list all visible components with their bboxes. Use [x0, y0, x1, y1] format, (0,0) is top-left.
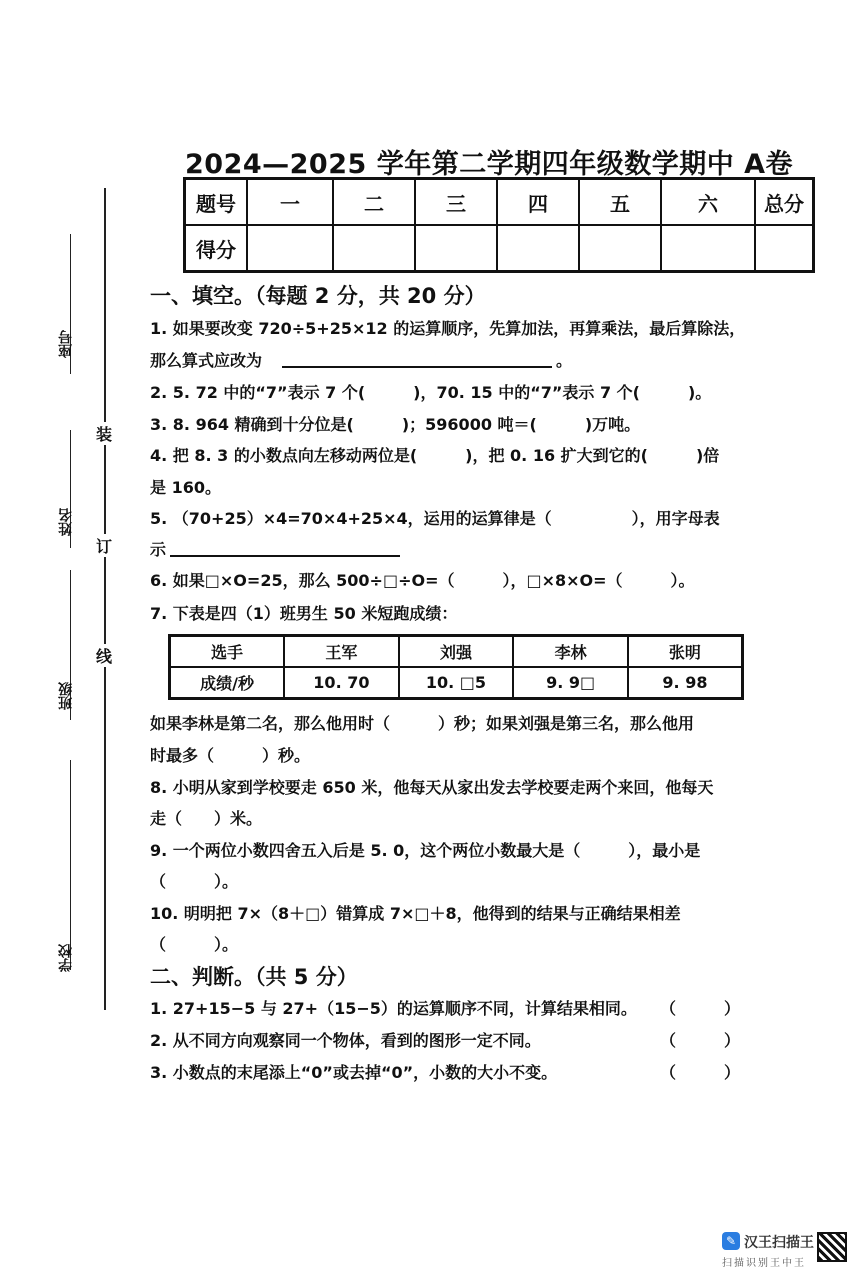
- info-line-school: [70, 760, 71, 970]
- scanner-brand-tagline: 扫描识别王中王: [722, 1258, 806, 1269]
- score-cell[interactable]: [247, 225, 333, 272]
- sprint-result-cell: 9. 9□: [513, 667, 628, 699]
- score-value-row: [185, 225, 814, 272]
- judgement-3-answer[interactable]: （ ）: [660, 1063, 741, 1082]
- score-header-cell: 二: [333, 179, 415, 226]
- question-4-line-1: 4. 把 8. 3 的小数点向左移动两位是( )，把 0. 16 扩大到它的( )倍: [150, 446, 720, 465]
- scanner-brand-name: 汉王扫描王: [744, 1235, 814, 1251]
- score-header-cell: 六: [661, 179, 755, 226]
- score-header-cell: 总分: [755, 179, 814, 226]
- question-7: 7. 下表是四（1）班男生 50 米短跑成绩：: [150, 604, 458, 623]
- name-label: 姓名: [58, 508, 74, 536]
- score-row-label: 得分: [185, 225, 248, 272]
- score-header-cell: 三: [415, 179, 497, 226]
- sprint-header-cell: 李林: [513, 636, 628, 668]
- question-5-line-2: 示: [150, 540, 167, 559]
- question-5-line-1: 5. （70+25）×4=70×4+25×4，运用的运算律是（ ），用字母表: [150, 509, 720, 528]
- question-9-line-2: （ ）。: [150, 872, 239, 891]
- judgement-3: 3. 小数点的末尾添上“0”或去掉“0”，小数的大小不变。: [150, 1063, 558, 1082]
- judgement-1: 1. 27+15−5 与 27+（15−5）的运算顺序不同，计算结果相同。: [150, 999, 637, 1018]
- sprint-result-cell: 10. □5: [399, 667, 514, 699]
- question-10-line-1: 10. 明明把 7×（8＋□）错算成 7×□＋8，他得到的结果与正确结果相差: [150, 904, 681, 923]
- qr-code-icon: [817, 1232, 847, 1262]
- sprint-results-table: [168, 634, 744, 700]
- score-cell[interactable]: [497, 225, 579, 272]
- binding-line: [104, 188, 106, 1010]
- question-8-line-1: 8. 小明从家到学校要走 650 米，他每天从家出发去学校要走两个来回，他每天: [150, 778, 714, 797]
- score-header-cell: 一: [247, 179, 333, 226]
- score-table: [183, 177, 815, 273]
- question-1-end: 。: [556, 351, 573, 370]
- section-2-heading: 二、判断。（共 5 分）: [150, 965, 358, 989]
- section-1-heading: 一、填空。（每题 2 分，共 20 分）: [150, 284, 486, 308]
- sprint-result-cell: 9. 98: [628, 667, 743, 699]
- seat-number-label: 座号: [58, 330, 74, 358]
- question-7-followup-line-2: 时最多（ ）秒。: [150, 746, 311, 765]
- exam-title: 2024—2025 学年第二学期四年级数学期中 A卷: [185, 149, 793, 180]
- question-7-followup-line-1: 如果李林是第二名，那么他用时（ ）秒；如果刘强是第三名，那么他用: [150, 714, 695, 733]
- question-6: 6. 如果□×O=25，那么 500÷□÷O=（ ），□×8×O=（ ）。: [150, 571, 695, 590]
- question-1-answer-line[interactable]: [282, 366, 552, 368]
- score-header-cell: 五: [579, 179, 661, 226]
- sprint-row-label: 成绩/秒: [170, 667, 285, 699]
- question-5-answer-line[interactable]: [170, 555, 400, 557]
- sprint-result-cell: 10. 70: [284, 667, 399, 699]
- scanner-logo-icon: ✎: [722, 1232, 740, 1250]
- question-2: 2. 5. 72 中的“7”表示 7 个( )，70. 15 中的“7”表示 7 个( )。: [150, 383, 712, 402]
- question-9-line-1: 9. 一个两位小数四舍五入后是 5. 0，这个两位小数最大是（ ），最小是: [150, 841, 701, 860]
- score-header-row: [185, 179, 814, 226]
- question-3: 3. 8. 964 精确到十分位是( )；596000 吨＝( )万吨。: [150, 415, 641, 434]
- score-cell[interactable]: [661, 225, 755, 272]
- binding-char-xian: 线: [96, 644, 112, 667]
- sprint-header-cell: 选手: [170, 636, 285, 668]
- judgement-2-answer[interactable]: （ ）: [660, 1031, 741, 1050]
- score-cell[interactable]: [333, 225, 415, 272]
- binding-char-zhuang: 装: [96, 422, 112, 445]
- question-8-line-2: 走（ ）米。: [150, 809, 263, 828]
- sprint-header-cell: 张明: [628, 636, 743, 668]
- score-cell[interactable]: [415, 225, 497, 272]
- score-header-cell: 四: [497, 179, 579, 226]
- judgement-1-answer[interactable]: （ ）: [660, 999, 741, 1018]
- sprint-header-row: [170, 636, 743, 668]
- question-10-line-2: （ ）。: [150, 935, 239, 954]
- score-header-cell: 题号: [185, 179, 248, 226]
- sprint-header-cell: 刘强: [399, 636, 514, 668]
- score-cell[interactable]: [579, 225, 661, 272]
- class-label: 班级: [58, 682, 74, 710]
- score-cell[interactable]: [755, 225, 814, 272]
- question-1-line-2: 那么算式应改为: [150, 351, 263, 370]
- judgement-2: 2. 从不同方向观察同一个物体，看到的图形一定不同。: [150, 1031, 541, 1050]
- question-1-line-1: 1. 如果要改变 720÷5+25×12 的运算顺序，先算加法，再算乘法，最后算除法，: [150, 319, 746, 338]
- binding-char-ding: 订: [96, 534, 112, 557]
- sprint-header-cell: 王军: [284, 636, 399, 668]
- sprint-result-row: [170, 667, 743, 699]
- school-label: 学校: [58, 944, 74, 972]
- question-4-line-2: 是 160。: [150, 478, 221, 497]
